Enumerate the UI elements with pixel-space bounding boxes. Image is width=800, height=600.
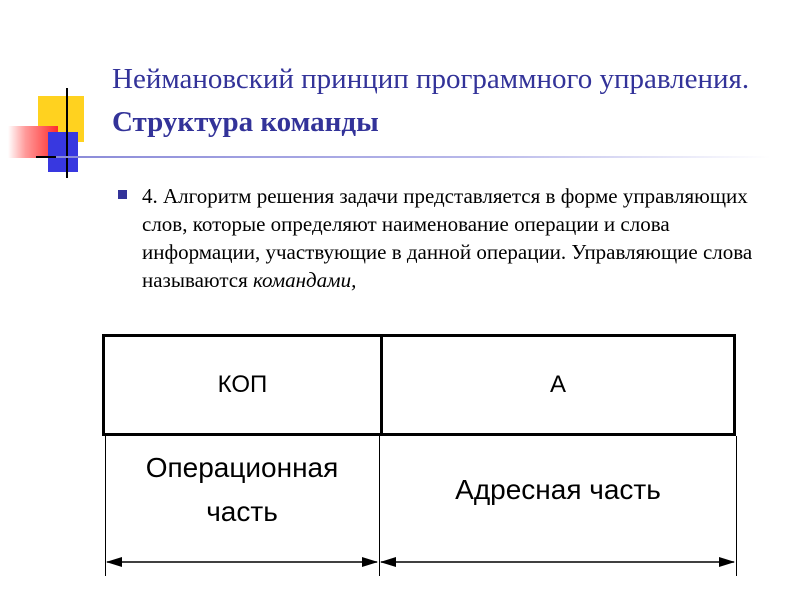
address-field: А [549,371,566,398]
opcode-description-line1: Операционная [145,452,339,483]
arrowhead-right-2 [719,557,735,567]
bullet-text-main: 4. Алгоритм решения задачи представляется в форме управляющих слов, которые определяют наименование операции и слова информации, участвующие в данной операции. Управляющие слова называются [142,184,753,292]
slide-title-bold: Структура команды [112,106,379,138]
opcode-field: КОП [105,337,383,433]
slide-title-normal: Неймановский принцип программного управления. [112,63,750,95]
arrowhead-left-1 [106,557,122,567]
address-description: Адресная часть [455,474,661,505]
opcode-description-line2: часть [206,496,278,527]
arrowhead-right-1 [362,557,378,567]
arrowhead-left-2 [380,557,396,567]
bullet-text-italic: командами, [253,268,357,292]
